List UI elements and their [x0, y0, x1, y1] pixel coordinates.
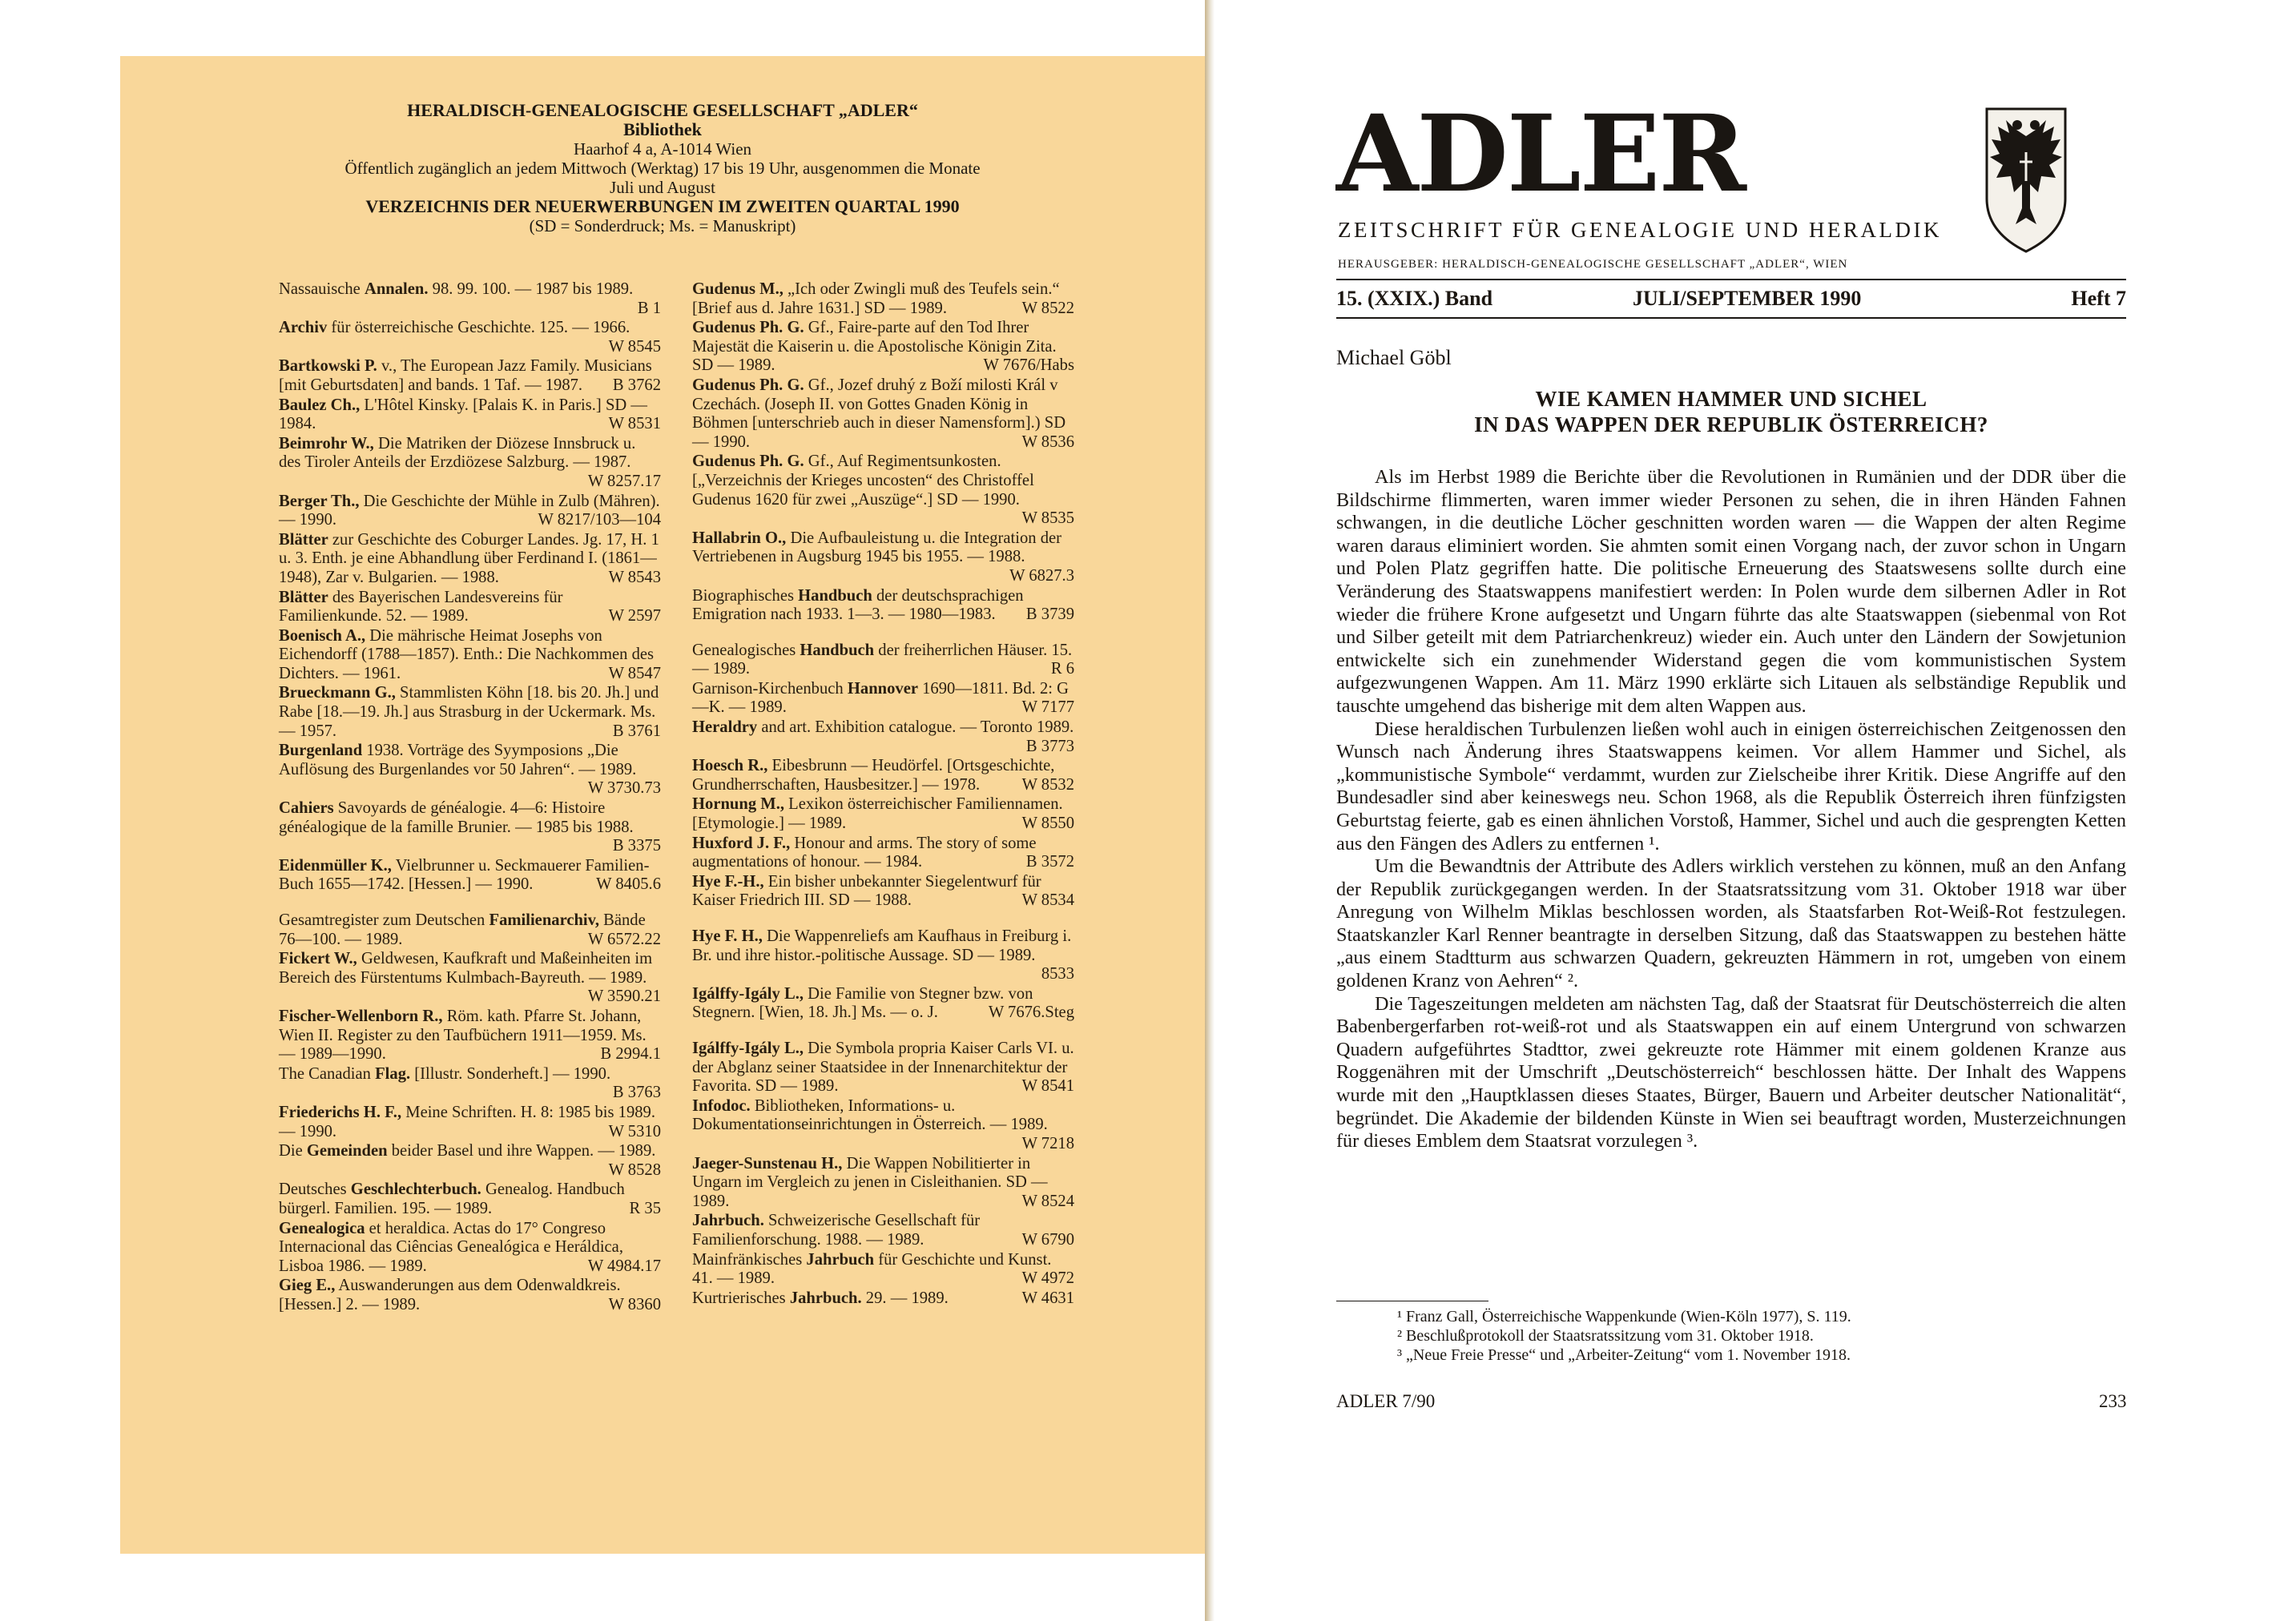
- acquisition-entry: [692, 795, 1074, 833]
- acquisition-entry: [279, 531, 661, 588]
- entry-text: Ein bisher unbekannter Siegelentwurf für Kaiser Friedrich III. SD — 1988.: [692, 872, 1041, 910]
- shelf-mark: W 8534: [1021, 891, 1074, 910]
- acquisition-entry: [692, 1251, 1074, 1289]
- acquisition-entry: [692, 453, 1074, 528]
- entry-text: [Illustr. Sonderheft.] — 1990.: [410, 1064, 611, 1083]
- footnote: ¹ Franz Gall, Österreichische Wappenkunde (Wien-Köln 1977), S. 119.: [1397, 1308, 1851, 1325]
- entry-keyword: Gudenus Ph. G.: [692, 319, 804, 337]
- acquisition-entry: [279, 1142, 661, 1180]
- acquisition-entry: [279, 357, 661, 395]
- entry-keyword: Flag.: [375, 1064, 411, 1083]
- entry-text: Gf., Jozef druhý z Boží milosti Král v Czechách. (Joseph II. von Gottes Gnaden König in Böhmen [unterschrieb auch in dieser Namensform].) SD — 1990.: [692, 376, 1066, 451]
- shelf-mark: W 7676/Habs: [983, 356, 1074, 375]
- acquisition-entry: [279, 1065, 661, 1103]
- shelf-mark: W 7676.Steg: [988, 1004, 1074, 1022]
- acquisition-entry: [279, 319, 661, 356]
- entry-keyword: Bartkowski P.: [279, 357, 377, 376]
- entry-text: Die Matriken der Diözese Innsbruck u. des Tiroler Anteils der Erzdiözese Salzburg. — 1987.: [279, 434, 636, 472]
- acquisition-entry: [692, 985, 1074, 1023]
- shelf-mark: W 3730.73: [587, 779, 661, 798]
- double-headed-eagle-crest-icon: [1982, 104, 2070, 256]
- paragraph: Um die Bewandtnis der Attribute des Adlers wirklich verstehen zu können, muß an den Anfang der Republik zurückgegangen werden. In der Staatsratssitzung vom 31. Oktober 1918 war über Anregung von Wilhelm Miklas beschlossen worden, als Staatsfarben Rot-Weiß-Rot festzulegen. Staatskanzler Karl Renner beantragte in derselben Sitzung, daß das Staatswappen zu bestehen hätte „aus einem Stadtturm aus schwarzen Quadern, gekreuzten Hämmern in rot, umgeben von einem goldenen Kranz von Aehren“ ².: [1336, 855, 2126, 992]
- acquisition-entry: [692, 1212, 1074, 1249]
- entry-prefix: Biographisches: [692, 586, 799, 605]
- shelf-mark: W 4984.17: [587, 1257, 661, 1275]
- acquisition-entry: [692, 587, 1074, 625]
- entry-text: 1938. Vorträge des Syymposions „Die Auflösung des Burgenlandes vor 50 Jahren“. — 1989.: [279, 742, 637, 778]
- shelf-mark: W 8535: [1021, 509, 1074, 528]
- shelf-mark: W 8405.6: [596, 875, 661, 894]
- acquisition-entry: [279, 280, 661, 318]
- entry-keyword: Jahrbuch.: [789, 1289, 862, 1307]
- entry-prefix: Mainfränkisches: [692, 1250, 807, 1269]
- entry-text: 29. — 1989.: [861, 1289, 949, 1307]
- acquisitions-column-left: [279, 280, 661, 1315]
- entry-keyword: Blätter: [279, 588, 328, 606]
- article-title-line-1: WIE KAMEN HAMMER UND SICHEL: [1535, 387, 1927, 411]
- library-header: [120, 101, 1205, 235]
- entry-text: Vielbrunner u. Seckmauerer Familien-Buch 1655—1742. [Hessen.] — 1990.: [279, 856, 650, 894]
- entry-text: der deutschsprachigen Emigration nach 1933. 1—3. — 1980—1983.: [692, 586, 1024, 624]
- acquisition-entry: [692, 1097, 1074, 1154]
- acquisition-entry: [692, 873, 1074, 911]
- acquisitions-column-right: [692, 280, 1074, 1309]
- acquisition-entry: [279, 396, 661, 434]
- acquisition-entry: [692, 1289, 1074, 1309]
- entry-keyword: Gemeinden: [306, 1142, 388, 1160]
- entry-prefix: Die: [279, 1142, 307, 1160]
- entry-text: Röm. kath. Pfarre St. Johann, Wien II. Register zu den Taufbüchern 1911—1959. Ms. — 1989—1990.: [279, 1007, 647, 1064]
- entry-keyword: Geschlechterbuch.: [350, 1181, 481, 1199]
- shelf-mark: W 8545: [608, 337, 661, 356]
- shelf-mark: W 7177: [1021, 698, 1074, 717]
- shelf-mark: B 1: [637, 299, 661, 317]
- entry-text: für Geschichte und Kunst. 41. — 1989.: [692, 1250, 1052, 1288]
- shelf-mark: W 8531: [608, 415, 661, 433]
- paragraph: Diese heraldischen Turbulenzen ließen wohl auch in einigen österreichischen Zeitgenossen den Wunsch nach Änderung ihres Staatswappens keimen. Vor allem Hammer und Sichel, als „kommunistische Symbole“ verdammt, wurden zur Zielscheibe ihrer Kritik. Diese Angriffe auf den Bundesadler sind aber keineswegs neu. Schon 1968, als die Republik Österreich ihren fünfzigsten Geburtstag feierte, gab es einen ähnlichen Vorstoß, Hammer, Sichel und auch die gesprengten Ketten aus den Fängen des Adlers zu entfernen ¹.: [1336, 718, 2126, 855]
- entry-text: für österreichische Geschichte. 125. — 1966.: [327, 319, 630, 337]
- article-title-line-2: IN DAS WAPPEN DER REPUBLIK ÖSTERREICH?: [1474, 412, 1988, 436]
- volume-label: 15. (XXIX.) Band: [1336, 287, 1493, 310]
- entry-prefix: Garnison-Kirchenbuch: [692, 679, 848, 698]
- acquisition-entry: [279, 742, 661, 798]
- entry-keyword: Jahrbuch.: [692, 1212, 764, 1230]
- entry-text: et heraldica. Actas do 17° Congreso Internacional das Ciências Genealógica e Heráldica, Lisboa 1986. — 1989.: [279, 1219, 623, 1275]
- shelf-mark: B 3572: [1025, 853, 1074, 871]
- article-title: [1336, 386, 2126, 437]
- acquisition-entry: [279, 950, 661, 1007]
- issue-date: JULI/SEPTEMBER 1990: [1633, 287, 1862, 310]
- entry-prefix: Deutsches: [279, 1181, 351, 1199]
- acquisition-entry: [279, 1220, 661, 1277]
- shelf-mark: W 4631: [1021, 1289, 1074, 1307]
- entry-text: 1690—1811. Bd. 2: G—K. — 1989.: [692, 679, 1069, 717]
- shelf-mark: W 8522: [1021, 299, 1074, 317]
- entry-keyword: Hoesch R.,: [692, 757, 768, 775]
- entry-text: Genealog. Handbuch bürgerl. Familien. 195. — 1989.: [279, 1181, 625, 1217]
- footnotes: [1397, 1307, 2126, 1365]
- entry-text: des Bayerischen Landesvereins für Familienkunde. 52. — 1989.: [279, 588, 563, 625]
- entry-keyword: Jahrbuch: [806, 1250, 875, 1269]
- shelf-mark: W 8528: [608, 1160, 661, 1179]
- entry-keyword: Hallabrin O.,: [692, 529, 787, 547]
- footnote: ³ „Neue Freie Presse“ und „Arbeiter-Zeitung“ vom 1. November 1918.: [1397, 1346, 1851, 1364]
- entry-keyword: Handbuch: [800, 641, 875, 659]
- shelf-mark: B 3762: [612, 376, 661, 394]
- entry-keyword: Berger Th.,: [279, 492, 360, 510]
- acquisition-entry: [279, 1104, 661, 1141]
- entry-text: zur Geschichte des Coburger Landes. Jg. 17, H. 1 u. 3. Enth. je eine Abhandlung über Ferdinand I. (1861—1948), Zar v. Bulgarien. — 1988.: [279, 530, 659, 586]
- shelf-mark: W 6827.3: [1009, 566, 1074, 585]
- shelf-mark: B 2994.1: [600, 1045, 661, 1064]
- acquisition-entry: [279, 1008, 661, 1064]
- shelf-mark: W 7218: [1021, 1134, 1074, 1152]
- acquisition-entry: [692, 1040, 1074, 1096]
- entry-prefix: The Canadian: [279, 1064, 376, 1083]
- entry-text: beider Basel und ihre Wappen. — 1989.: [387, 1142, 656, 1160]
- acquisition-entry: [279, 857, 661, 895]
- entry-text: „Ich oder Zwingli muß des Teufels sein.“ [Brief aus d. Jahre 1631.] SD — 1989.: [692, 280, 1060, 317]
- entry-keyword: Huxford J. F.,: [692, 834, 791, 852]
- entry-text: Die Geschichte der Mühle in Zulb (Mähren). — 1990.: [279, 492, 660, 529]
- entry-text: Schweizerische Gesellschaft für Familienforschung. 1988. — 1989.: [692, 1212, 981, 1249]
- entry-text: v., The European Jazz Family. Musicians [mit Geburtsdaten] and bands. 1 Taf. — 1987.: [279, 357, 652, 394]
- shelf-mark: W 8217/103—104: [538, 511, 661, 529]
- entry-keyword: Annalen.: [364, 280, 429, 298]
- entry-keyword: Jaeger-Sunstenau H.,: [692, 1154, 843, 1173]
- shelf-mark: W 6572.22: [587, 930, 661, 948]
- acquisition-entry: [692, 642, 1074, 679]
- entry-text: Eibesbrunn — Heudörfel. [Ortsgeschichte, Grundherrschaften, Hausbesitzer.] — 1978.: [692, 757, 1055, 794]
- entry-keyword: Archiv: [279, 319, 328, 337]
- entry-text: Savoyards de généalogie. 4—6: Histoire généalogique de la famille Brunier. — 1985 bis 1988.: [279, 799, 634, 836]
- paragraph: Als im Herbst 1989 die Berichte über die Revolutionen in Rumänien und der DDR über die Bildschirme flimmerten, waren immer wieder Personen zu sehen, die in ihren Händen Fahnen schwangen, in die deutliche Löcher geschnitten worden waren — die Wappen der alten Regime waren daraus eliminiert worden. Sie ahmten somit einen Vorgang nach, der zuvor schon in Ungarn und Polen Platz gegriffen hatte. Die politische Erneuerung des Staatswesens sollte durch eine Veränderung des Staatswappens manifestiert werden: In Polen wurde dem silbernen Adler in Rot wieder die frühere Krone aufgesetzt und Ungarn führte das alte Staatswappen (siebenmal von Rot und Silber geteilt mit dem Patriarchenkreuz) wieder ein. Auch unter den Ländern der Sowjetunion entwickelte sich ein zunehmender Widerstand gegen die vom kommunistischen System aufgezwungenen Wappen. Am 11. März 1990 erklärte sich Litauen als selbständige Republik und tauschte umgehend das bisherige mit dem alten Wappen aus.: [1336, 466, 2126, 717]
- acquisition-entry: [692, 927, 1074, 984]
- entry-keyword: Hye F.-H.,: [692, 872, 764, 891]
- acquisition-entry: [692, 718, 1074, 756]
- publisher-line: HERAUSGEBER: HERALDISCH-GENEALOGISCHE GESELLSCHAFT „ADLER“, WIEN: [1338, 258, 1848, 271]
- header-rule-top: [1336, 279, 2126, 280]
- entry-text: Gf., Auf Regimentsunkosten. [„Verzeichnis der Krieges uncosten“ des Christoffel Gudenus 1620 für zwei „Auszüge“.] SD — 1990.: [692, 453, 1034, 509]
- entry-keyword: Baulez Ch.,: [279, 396, 361, 414]
- shelf-mark: W 8536: [1021, 432, 1074, 451]
- entry-keyword: Hannover: [847, 679, 918, 698]
- entry-text: Bibliotheken, Informations- u. Dokumentationseinrichtungen in Österreich. — 1989.: [692, 1096, 1048, 1134]
- acquisition-entry: [692, 280, 1074, 318]
- shelf-mark: W 8524: [1021, 1192, 1074, 1210]
- entry-text: Auswanderungen aus dem Odenwaldkreis. [Hessen.] 2. — 1989.: [279, 1277, 621, 1313]
- entry-text: Gf., Faire-parte auf den Tod Ihrer Majestät die Kaiserin u. die Apostolische Königin Zita. SD — 1989.: [692, 319, 1057, 375]
- abbreviations-note: (SD = Sonderdruck; Ms. = Manuskript): [529, 216, 796, 235]
- shelf-mark: B 3773: [1025, 737, 1074, 755]
- entry-keyword: Brueckmann G.,: [279, 684, 396, 702]
- opening-hours: Öffentlich zugänglich an jedem Mittwoch (Werktag) 17 bis 19 Uhr, ausgenommen die Monate: [344, 159, 981, 178]
- entry-keyword: Gudenus Ph. G.: [692, 453, 804, 471]
- entry-keyword: Genealogica: [279, 1219, 365, 1237]
- shelf-mark: W 8532: [1021, 775, 1074, 794]
- acquisition-entry: [692, 529, 1074, 586]
- entry-keyword: Burgenland: [279, 742, 363, 760]
- entry-prefix: Gesamtregister zum Deutschen: [279, 911, 489, 929]
- acquisition-entry: [279, 493, 661, 530]
- acquisition-entry: [279, 684, 661, 741]
- acquisitions-title: VERZEICHNIS DER NEUERWERBUNGEN IM ZWEITEN QUARTAL 1990: [365, 196, 960, 216]
- author-name: Michael Göbl: [1336, 346, 1452, 369]
- entry-text: Stammlisten Köhn [18. bis 20. Jh.] und Rabe [18.—19. Jh.] aus Strasburg in der Uckermark. Ms. — 1957.: [279, 684, 659, 740]
- entry-keyword: Fischer-Wellenborn R.,: [279, 1007, 443, 1025]
- entry-text: der freiherrlichen Häuser. 15. — 1989.: [692, 641, 1073, 678]
- entry-keyword: Eidenmüller K.,: [279, 856, 392, 875]
- entry-keyword: Cahiers: [279, 799, 334, 818]
- acquisition-entry: [279, 911, 661, 949]
- shelf-mark: 8533: [1041, 965, 1074, 983]
- entry-prefix: Genealogisches: [692, 641, 800, 659]
- entry-keyword: Blätter: [279, 530, 328, 549]
- issue-number: Heft 7: [2071, 287, 2126, 310]
- entry-text: Geldwesen, Kaufkraft und Maßeinheiten im Bereich des Fürstentums Kulmbach-Bayreuth. — 1989.: [279, 950, 653, 987]
- acquisition-entry: [692, 835, 1074, 872]
- entry-keyword: Handbuch: [798, 586, 872, 605]
- page-gutter: [1205, 0, 1214, 1621]
- acquisition-entry: [279, 627, 661, 684]
- acquisition-entry: [279, 1277, 661, 1314]
- shelf-mark: W 4972: [1021, 1269, 1074, 1288]
- acquisition-entry: [279, 799, 661, 856]
- acquisition-entry: [279, 1181, 661, 1218]
- journal-subtitle: ZEITSCHRIFT FÜR GENEALOGIE UND HERALDIK: [1338, 218, 1942, 242]
- entry-text: Die Wappenreliefs am Kaufhaus in Freiburg i. Br. und ihre histor.-politische Aussage. SD — 1989.: [692, 927, 1072, 964]
- shelf-mark: W 8547: [608, 664, 661, 682]
- acquisition-entry: [692, 1155, 1074, 1212]
- entry-keyword: Infodoc.: [692, 1096, 751, 1115]
- shelf-mark: W 8550: [1021, 815, 1074, 833]
- shelf-mark: B 3375: [612, 837, 661, 855]
- footnote: ² Beschlußprotokoll der Staatsratssitzung vom 31. Oktober 1918.: [1397, 1327, 1814, 1345]
- entry-text: Bände 76—100. — 1989.: [279, 911, 646, 948]
- header-rule-bottom: [1336, 317, 2126, 319]
- entry-text: Die Wappen Nobilitierter in Ungarn im Vergleich zu jenen in Cisleithanien. SD — 1989.: [692, 1154, 1048, 1210]
- entry-keyword: Friederichs H. F.,: [279, 1103, 402, 1121]
- shelf-mark: B 3761: [612, 722, 661, 740]
- acquisition-entry: [692, 680, 1074, 718]
- shelf-mark: W 3590.21: [587, 987, 661, 1006]
- shelf-mark: W 8257.17: [587, 472, 661, 490]
- article-author: [1336, 346, 1452, 370]
- entry-keyword: Gudenus Ph. G.: [692, 376, 804, 394]
- entry-keyword: Fickert W.,: [279, 950, 357, 968]
- entry-keyword: Igálffy-Igály L.,: [692, 1039, 804, 1057]
- opening-hours-cont: Juli und August: [610, 178, 715, 197]
- article-body: [1336, 466, 2126, 1153]
- entry-keyword: Heraldry: [692, 718, 758, 737]
- entry-keyword: Boenisch A.,: [279, 626, 366, 645]
- shelf-mark: W 5310: [608, 1122, 661, 1140]
- entry-keyword: Hye F. H.,: [692, 927, 763, 945]
- acquisition-entry: [279, 435, 661, 492]
- entry-text: Die mährische Heimat Josephs von Eichendorff (1788—1857). Enth.: Die Nachkommen des Dichters. — 1961.: [279, 626, 655, 682]
- entry-text: Die Aufbauleistung u. die Integration der Vertriebenen in Augsburg 1945 bis 1955. — 1988.: [692, 529, 1062, 566]
- society-name: HERALDISCH-GENEALOGISCHE GESELLSCHAFT „ADLER“: [407, 100, 918, 120]
- entry-text: and art. Exhibition catalogue. — Toronto 1989.: [757, 718, 1074, 737]
- entry-text: Die Symbola propria Kaiser Carls VI. u. der Abglanz seiner Staatsidee in der Innenarchitektur der Favorita. SD — 1989.: [692, 1039, 1074, 1096]
- shelf-mark: W 8543: [608, 568, 661, 586]
- entry-keyword: Gieg E.,: [279, 1277, 336, 1295]
- shelf-mark: B 3739: [1025, 605, 1074, 624]
- issue-info: [1336, 287, 2126, 314]
- acquisition-entry: [279, 589, 661, 626]
- entry-text: Lexikon österreichischer Familiennamen. [Etymologie.] — 1989.: [692, 795, 1063, 833]
- shelf-mark: B 3763: [612, 1084, 661, 1102]
- journal-logo: ADLER: [1336, 92, 1746, 216]
- acquisition-entry: [692, 319, 1074, 376]
- page-number: 233: [2099, 1391, 2127, 1411]
- paragraph: Die Tageszeitungen meldeten am nächsten Tag, daß der Staatsrat für Deutschösterreich die alten Babenbergerfarben rot-weiß-rot und als Staatswappen ein auf einem Untergrund von schwarzen Quadern aufgeführtes Stadttor, zwei gekreuzte rote Hämmer mit einem goldenen Kranze aus Roggenähren mit der Umschrift „Deutschösterreich“ beschlossen hätte. Der Inhalt des Wappens wurde mit den „Hauptklassen dieses Staates, Bürger, Bauern und Arbeiter deutscher Nationalität“, begründet. Die Akademie der bildenden Künste in Wien sei beauftragt worden, Musterzeichnungen für dieses Emblem dem Staatsrat vorzulegen ³.: [1336, 992, 2126, 1152]
- running-footer: ADLER 7/90: [1336, 1391, 1436, 1411]
- left-page: [120, 56, 1205, 1554]
- shelf-mark: W 2597: [608, 607, 661, 625]
- entry-keyword: Hornung M.,: [692, 795, 784, 814]
- entry-prefix: Kurtrierisches: [692, 1289, 790, 1307]
- entry-keyword: Beimrohr W.,: [279, 434, 374, 453]
- shelf-mark: R 35: [629, 1199, 661, 1217]
- shelf-mark: W 8360: [608, 1295, 661, 1313]
- shelf-mark: W 8541: [1021, 1077, 1074, 1096]
- entry-text: Meine Schriften. H. 8: 1985 bis 1989. — 1990.: [279, 1103, 655, 1140]
- entry-text: 98. 99. 100. — 1987 bis 1989.: [428, 280, 634, 298]
- entry-keyword: Gudenus M.,: [692, 280, 783, 298]
- entry-keyword: Igálffy-Igály L.,: [692, 984, 804, 1003]
- acquisition-entry: [692, 757, 1074, 794]
- entry-keyword: Familienarchiv,: [489, 911, 599, 929]
- entry-text: L'Hôtel Kinsky. [Palais K. in Paris.] SD — 1984.: [279, 396, 648, 433]
- library-label: Bibliothek: [623, 119, 702, 139]
- entry-prefix: Nassauische: [279, 280, 365, 298]
- entry-text: Honour and arms. The story of some augmentations of honour. — 1984.: [692, 834, 1037, 871]
- entry-text: Die Familie von Stegner bzw. von Stegnern. [Wien, 18. Jh.] Ms. — o. J.: [692, 984, 1033, 1022]
- shelf-mark: W 6790: [1021, 1230, 1074, 1249]
- library-address: Haarhof 4 a, A-1014 Wien: [573, 139, 752, 159]
- acquisition-entry: [692, 376, 1074, 452]
- shelf-mark: R 6: [1050, 660, 1074, 678]
